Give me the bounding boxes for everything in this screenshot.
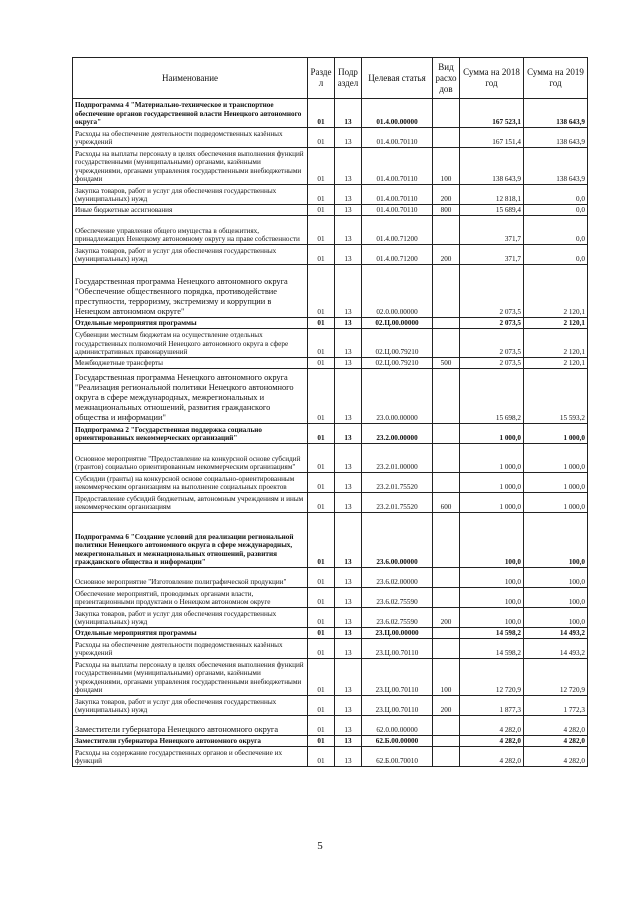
row-razdel: 01 (308, 493, 335, 513)
row-target: 23.2.00.00000 (362, 424, 433, 444)
row-podrazdel: 13 (335, 473, 362, 493)
row-razdel: 01 (308, 369, 335, 424)
row-podrazdel: 13 (335, 245, 362, 265)
row-podrazdel: 13 (335, 659, 362, 696)
row-vid (433, 513, 460, 568)
row-sum-2018: 14 598,2 (460, 628, 524, 639)
row-razdel: 01 (308, 747, 335, 767)
budget-table (72, 57, 588, 767)
row-vid (433, 639, 460, 659)
row-name: Отдельные мероприятия программы (73, 318, 308, 329)
row-sum-2019: 2 120,1 (524, 318, 588, 329)
table-row (73, 329, 588, 358)
table-row (73, 444, 588, 473)
row-vid: 200 (433, 245, 460, 265)
row-sum-2018: 1 000,0 (460, 424, 524, 444)
row-podrazdel: 13 (335, 216, 362, 245)
row-target: 02.0.00.00000 (362, 265, 433, 318)
row-sum-2019: 14 493,2 (524, 639, 588, 659)
table-row (73, 639, 588, 659)
row-podrazdel: 13 (335, 628, 362, 639)
row-podrazdel: 13 (335, 99, 362, 128)
row-sum-2018: 1 000,0 (460, 444, 524, 473)
row-sum-2018: 4 282,0 (460, 747, 524, 767)
row-sum-2019: 1 000,0 (524, 424, 588, 444)
table-row (73, 747, 588, 767)
row-razdel: 01 (308, 205, 335, 216)
row-name: Основное мероприятие "Предоставление на конкурсной основе субсидий (грантов) социально ориентированным некоммерческим организациям" (73, 444, 308, 473)
row-podrazdel: 13 (335, 128, 362, 148)
row-razdel: 01 (308, 473, 335, 493)
table-row (73, 318, 588, 329)
row-name: Предоставление субсидий бюджетным, автономным учреждениям и иным некоммерческим организациям (73, 493, 308, 513)
row-target: 23.0.00.00000 (362, 369, 433, 424)
row-vid: 800 (433, 205, 460, 216)
table-row (73, 148, 588, 185)
row-podrazdel: 13 (335, 568, 362, 588)
row-name: Государственная программа Ненецкого автономного округа "Реализация региональной политики Ненецкого автономного округа в сфере международных, межрегиональных и межнациональных отношений, развития гражданского общества и информации" (73, 369, 308, 424)
row-sum-2019: 100,0 (524, 513, 588, 568)
row-razdel: 01 (308, 318, 335, 329)
row-sum-2019: 2 120,1 (524, 265, 588, 318)
row-sum-2018: 2 073,5 (460, 358, 524, 369)
table-row (73, 696, 588, 716)
row-podrazdel: 13 (335, 444, 362, 473)
row-vid: 600 (433, 493, 460, 513)
row-sum-2018: 100,0 (460, 568, 524, 588)
row-sum-2018: 371,7 (460, 216, 524, 245)
table-row (73, 216, 588, 245)
row-podrazdel: 13 (335, 424, 362, 444)
table-row (73, 628, 588, 639)
row-name: Заместители губернатора Ненецкого автономного округа (73, 716, 308, 736)
row-podrazdel: 13 (335, 148, 362, 185)
row-target: 01.4.00.00000 (362, 99, 433, 128)
row-target: 62.Б.00.00000 (362, 736, 433, 747)
row-target: 02.Ц.00.79210 (362, 329, 433, 358)
row-target: 23.Ц.00.70110 (362, 659, 433, 696)
table-row (73, 659, 588, 696)
row-name: Государственная программа Ненецкого автономного округа "Обеспечение общественного порядка, противодействие преступности, терроризму, экстремизму и коррупции в Ненецком автономном округе" (73, 265, 308, 318)
row-sum-2019: 100,0 (524, 608, 588, 628)
row-name: Субсидии (гранты) на конкурсной основе социально-ориентированным некоммерческим организациям на выполнение социальных проектов (73, 473, 308, 493)
row-razdel: 01 (308, 696, 335, 716)
table-body (73, 99, 588, 767)
table-row (73, 128, 588, 148)
row-vid: 500 (433, 358, 460, 369)
row-vid (433, 424, 460, 444)
row-target: 23.2.01.00000 (362, 444, 433, 473)
table-row (73, 358, 588, 369)
row-sum-2019: 138 643,9 (524, 148, 588, 185)
row-podrazdel: 13 (335, 369, 362, 424)
row-vid (433, 216, 460, 245)
row-vid (433, 568, 460, 588)
row-podrazdel: 13 (335, 185, 362, 205)
row-sum-2019: 2 120,1 (524, 329, 588, 358)
row-sum-2019: 15 593,2 (524, 369, 588, 424)
row-target: 01.4.00.70110 (362, 148, 433, 185)
row-name: Иные бюджетные ассигнования (73, 205, 308, 216)
row-vid (433, 588, 460, 608)
row-name: Расходы на выплаты персоналу в целях обеспечения выполнения функций государственными (муниципальными) органами, казёнными учреждениями, органами управления государственными внебюджетными фондами (73, 148, 308, 185)
row-razdel: 01 (308, 358, 335, 369)
row-name: Закупка товаров, работ и услуг для обеспечения государственных (муниципальных) нужд (73, 696, 308, 716)
row-name: Расходы на обеспечение деятельности подведомственных казённых учреждений (73, 128, 308, 148)
row-target: 23.2.01.75520 (362, 493, 433, 513)
row-podrazdel: 13 (335, 608, 362, 628)
row-sum-2019: 1 000,0 (524, 473, 588, 493)
row-name: Отдельные мероприятия программы (73, 628, 308, 639)
row-razdel: 01 (308, 513, 335, 568)
table-row (73, 424, 588, 444)
row-sum-2019: 1 000,0 (524, 493, 588, 513)
row-vid (433, 265, 460, 318)
row-target: 23.2.01.75520 (362, 473, 433, 493)
row-target: 01.4.00.70110 (362, 185, 433, 205)
row-name: Обеспечение мероприятий, проводимых органами власти, презентационными продуктами о Ненецком автономном округе (73, 588, 308, 608)
row-vid: 200 (433, 696, 460, 716)
row-sum-2018: 2 073,5 (460, 265, 524, 318)
row-sum-2018: 371,7 (460, 245, 524, 265)
page-number: 5 (317, 840, 323, 852)
row-name: Расходы на обеспечение деятельности подведомственных казённых учреждений (73, 639, 308, 659)
row-vid (433, 628, 460, 639)
row-target: 23.Ц.00.70110 (362, 696, 433, 716)
row-sum-2018: 1 000,0 (460, 473, 524, 493)
row-vid (433, 99, 460, 128)
table-row (73, 473, 588, 493)
row-name: Подпрограмма 2 "Государственная поддержка социально ориентированных некоммерческих организаций" (73, 424, 308, 444)
row-target: 01.4.00.70110 (362, 205, 433, 216)
header-vid: Вид расхо дов (433, 58, 460, 99)
row-podrazdel: 13 (335, 639, 362, 659)
row-vid (433, 444, 460, 473)
row-razdel: 01 (308, 99, 335, 128)
row-sum-2019: 4 282,0 (524, 747, 588, 767)
row-sum-2018: 15 698,2 (460, 369, 524, 424)
row-vid (433, 369, 460, 424)
row-sum-2019: 12 720,9 (524, 659, 588, 696)
row-razdel: 01 (308, 245, 335, 265)
row-sum-2019: 1 772,3 (524, 696, 588, 716)
row-target: 23.6.02.00000 (362, 568, 433, 588)
table-row (73, 265, 588, 318)
row-sum-2019: 0,0 (524, 216, 588, 245)
row-podrazdel: 13 (335, 318, 362, 329)
row-vid (433, 473, 460, 493)
row-vid (433, 736, 460, 747)
row-target: 02.Ц.00.00000 (362, 318, 433, 329)
row-sum-2019: 14 493,2 (524, 628, 588, 639)
row-podrazdel: 13 (335, 736, 362, 747)
row-sum-2019: 100,0 (524, 568, 588, 588)
row-razdel: 01 (308, 444, 335, 473)
row-sum-2018: 12 720,9 (460, 659, 524, 696)
row-sum-2018: 100,0 (460, 588, 524, 608)
row-target: 01.4.00.71200 (362, 245, 433, 265)
row-target: 62.Б.00.70010 (362, 747, 433, 767)
row-sum-2018: 100,0 (460, 513, 524, 568)
row-sum-2019: 0,0 (524, 185, 588, 205)
row-target: 01.4.00.70110 (362, 128, 433, 148)
row-sum-2019: 1 000,0 (524, 444, 588, 473)
row-vid: 200 (433, 608, 460, 628)
row-name: Расходы на содержание государственных органов и обеспечение их функций (73, 747, 308, 767)
row-podrazdel: 13 (335, 716, 362, 736)
row-name: Закупка товаров, работ и услуг для обеспечения государственных (муниципальных) нужд (73, 185, 308, 205)
row-sum-2018: 2 073,5 (460, 329, 524, 358)
row-target: 23.6.02.75590 (362, 608, 433, 628)
row-vid (433, 128, 460, 148)
row-razdel: 01 (308, 265, 335, 318)
header-sum-2018: Сумма на 2018 год (460, 58, 524, 99)
row-target: 02.Ц.00.79210 (362, 358, 433, 369)
table-row (73, 245, 588, 265)
row-podrazdel: 13 (335, 358, 362, 369)
table-row (73, 716, 588, 736)
row-sum-2018: 167 523,1 (460, 99, 524, 128)
row-podrazdel: 13 (335, 329, 362, 358)
row-name: Субвенции местным бюджетам на осуществление отдельных государственных полномочий Ненецкого автономного округа в сфере административных правонарушений (73, 329, 308, 358)
row-name: Подпрограмма 4 "Материально-техническое и транспортное обеспечение органов государственной власти Ненецкого автономного округа" (73, 99, 308, 128)
row-sum-2018: 2 073,5 (460, 318, 524, 329)
row-razdel: 01 (308, 588, 335, 608)
row-razdel: 01 (308, 148, 335, 185)
table-row (73, 99, 588, 128)
row-target: 01.4.00.71200 (362, 216, 433, 245)
row-razdel: 01 (308, 128, 335, 148)
row-target: 23.Ц.00.70110 (362, 639, 433, 659)
table-row (73, 185, 588, 205)
header-name: Наименование (73, 58, 308, 99)
header-sum-2019: Сумма на 2019 год (524, 58, 588, 99)
row-sum-2019: 4 282,0 (524, 716, 588, 736)
table-row (73, 369, 588, 424)
row-podrazdel: 13 (335, 205, 362, 216)
row-sum-2019: 0,0 (524, 245, 588, 265)
row-name: Подпрограмма 6 "Создание условий для реализации региональной политики Ненецкого автономного округа в сфере международных, межрегиональных и межнациональных отношений, развития гражданского общества и информации" (73, 513, 308, 568)
row-podrazdel: 13 (335, 696, 362, 716)
row-vid (433, 747, 460, 767)
row-razdel: 01 (308, 736, 335, 747)
row-name: Расходы на выплаты персоналу в целях обеспечения выполнения функций государственными (муниципальными) органами, казёнными учреждениями, органами управления государственными внебюджетными фондами (73, 659, 308, 696)
table-row (73, 205, 588, 216)
row-target: 23.6.02.75590 (362, 588, 433, 608)
table-row (73, 736, 588, 747)
row-sum-2019: 138 643,9 (524, 99, 588, 128)
header-target: Целевая статья (362, 58, 433, 99)
row-sum-2018: 14 598,2 (460, 639, 524, 659)
row-vid: 100 (433, 148, 460, 185)
row-podrazdel: 13 (335, 493, 362, 513)
row-target: 62.0.00.00000 (362, 716, 433, 736)
row-sum-2018: 4 282,0 (460, 736, 524, 747)
table-row (73, 493, 588, 513)
row-sum-2018: 167 151,4 (460, 128, 524, 148)
row-name: Межбюджетные трансферты (73, 358, 308, 369)
row-target: 23.Ц.00.00000 (362, 628, 433, 639)
row-name: Закупка товаров, работ и услуг для обеспечения государственных (муниципальных) нужд (73, 608, 308, 628)
row-sum-2018: 1 000,0 (460, 493, 524, 513)
row-razdel: 01 (308, 639, 335, 659)
table-row (73, 568, 588, 588)
table-row (73, 608, 588, 628)
row-vid: 100 (433, 659, 460, 696)
row-vid: 200 (433, 185, 460, 205)
row-razdel: 01 (308, 608, 335, 628)
table-row (73, 513, 588, 568)
row-podrazdel: 13 (335, 588, 362, 608)
row-vid (433, 318, 460, 329)
row-name: Заместители губернатора Ненецкого автономного округа (73, 736, 308, 747)
row-sum-2019: 0,0 (524, 205, 588, 216)
row-razdel: 01 (308, 216, 335, 245)
row-razdel: 01 (308, 716, 335, 736)
row-sum-2019: 100,0 (524, 588, 588, 608)
row-sum-2018: 12 818,1 (460, 185, 524, 205)
row-podrazdel: 13 (335, 513, 362, 568)
row-razdel: 01 (308, 568, 335, 588)
row-sum-2018: 100,0 (460, 608, 524, 628)
row-razdel: 01 (308, 329, 335, 358)
header-podrazdel: Подр аздел (335, 58, 362, 99)
table-header-row (73, 58, 588, 99)
table-row (73, 588, 588, 608)
row-name: Закупка товаров, работ и услуг для обеспечения государственных (муниципальных) нужд (73, 245, 308, 265)
row-name: Обеспечение управления общего имущества в общежитиях, принадлежащих Ненецкому автономному округу на праве собственности (73, 216, 308, 245)
row-vid (433, 329, 460, 358)
row-vid (433, 716, 460, 736)
row-sum-2018: 15 689,4 (460, 205, 524, 216)
row-sum-2018: 4 282,0 (460, 716, 524, 736)
row-razdel: 01 (308, 424, 335, 444)
row-podrazdel: 13 (335, 747, 362, 767)
row-razdel: 01 (308, 659, 335, 696)
row-sum-2018: 138 643,9 (460, 148, 524, 185)
row-name: Основное мероприятие "Изготовление полиграфической продукции" (73, 568, 308, 588)
row-razdel: 01 (308, 185, 335, 205)
row-podrazdel: 13 (335, 265, 362, 318)
row-sum-2019: 2 120,1 (524, 358, 588, 369)
header-razdel: Разде л (308, 58, 335, 99)
row-sum-2018: 1 877,3 (460, 696, 524, 716)
row-sum-2019: 4 282,0 (524, 736, 588, 747)
row-sum-2019: 138 643,9 (524, 128, 588, 148)
row-target: 23.6.00.00000 (362, 513, 433, 568)
row-razdel: 01 (308, 628, 335, 639)
